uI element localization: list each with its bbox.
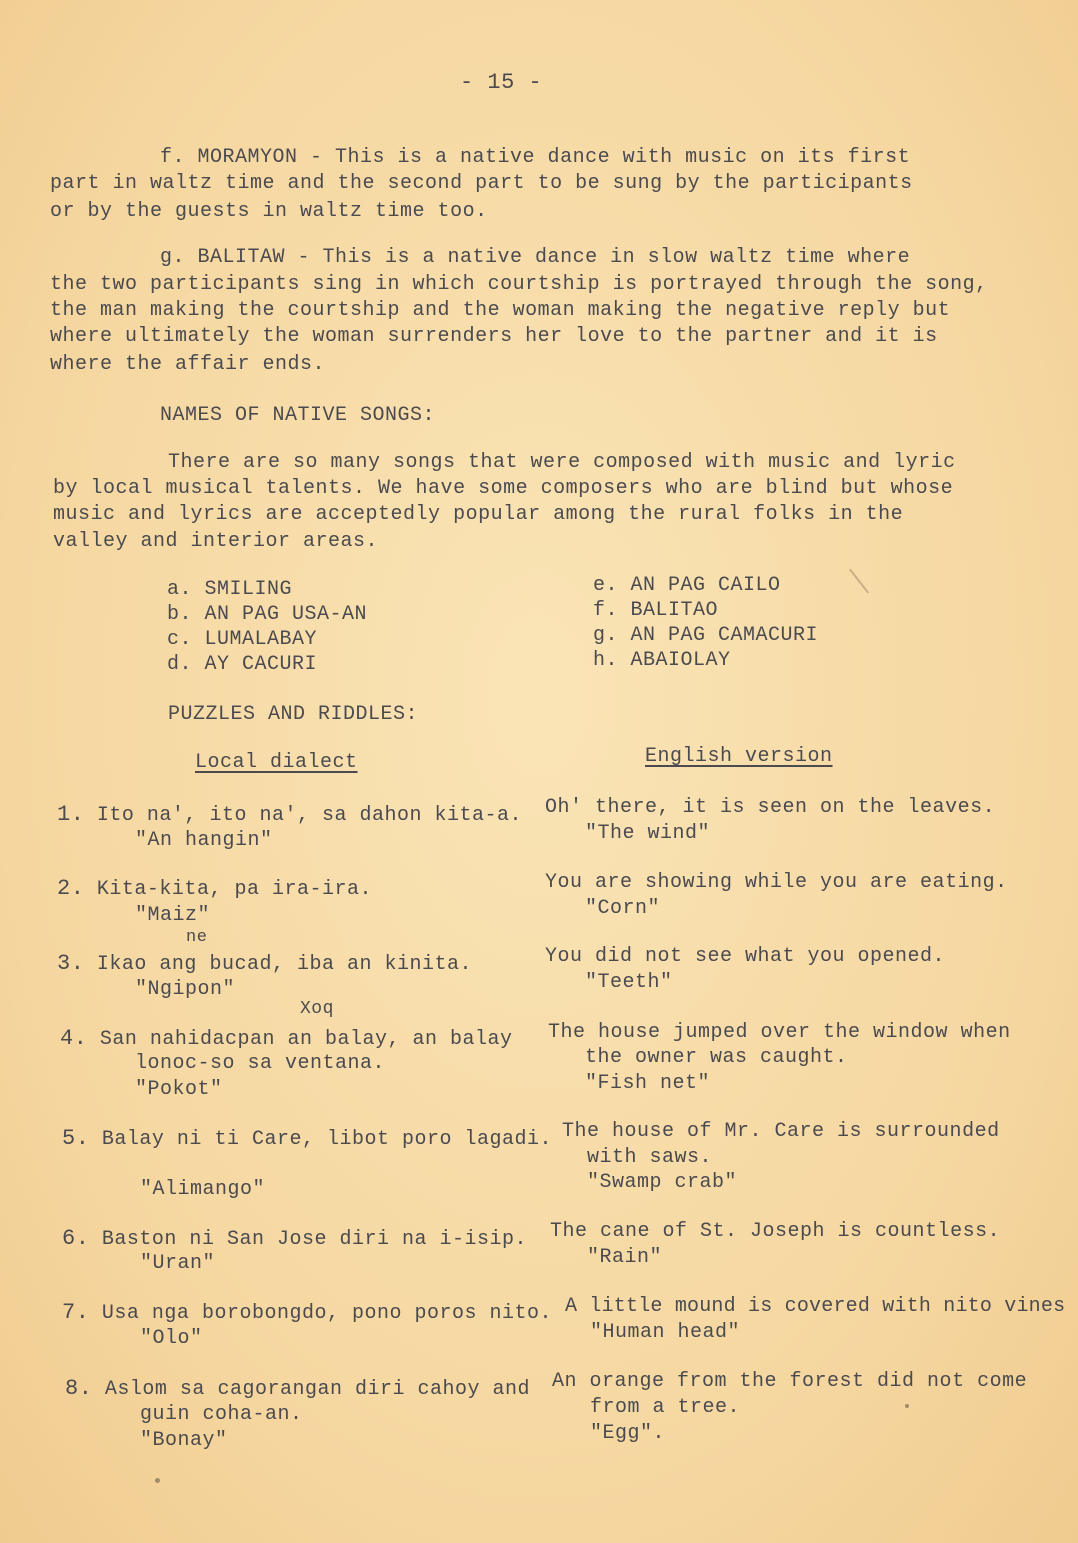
song-item: g. AN PAG CAMACURI (593, 624, 819, 647)
riddle-english: An orange from the forest did not come (552, 1370, 1028, 1393)
riddle-local-answer: "Olo" (140, 1327, 203, 1350)
riddle-local: 1. Ito na', ito na', sa dahon kita-a. (57, 802, 522, 827)
paragraph-line: part in waltz time and the second part to be sung by the participants (50, 172, 913, 195)
songs-heading: NAMES OF NATIVE SONGS: (160, 404, 436, 427)
ink-speck (905, 1404, 909, 1408)
riddle-local: 7. Usa nga borobongdo, pono poros nito. (62, 1300, 552, 1325)
riddle-english-line: the owner was caught. (585, 1046, 848, 1069)
riddle-local-answer: "An hangin" (135, 829, 273, 852)
riddle-english: You are showing while you are eating. (545, 871, 1008, 894)
riddle-english-line: with saws. (587, 1146, 713, 1169)
paragraph-line: where the affair ends. (50, 353, 326, 376)
handwritten-note: Xoq (300, 999, 334, 1019)
song-item: a. SMILING (167, 578, 293, 601)
riddle-english: The house jumped over the window when (548, 1021, 1011, 1044)
riddle-english-answer: "Swamp crab" (587, 1171, 738, 1194)
riddle-english: A little mound is covered with nito vines (565, 1295, 1066, 1318)
riddle-local: 4. San nahidacpan an balay, an balay (60, 1026, 513, 1051)
riddle-english-answer: "Corn" (585, 897, 661, 920)
song-item: d. AY CACURI (167, 653, 318, 676)
song-item: c. LUMALABAY (167, 628, 318, 651)
riddle-local-answer: "Ngipon" (135, 978, 236, 1001)
riddle-english-answer: "Rain" (587, 1246, 663, 1269)
song-item: e. AN PAG CAILO (593, 574, 781, 597)
riddle-english-answer: "Fish net" (585, 1072, 711, 1095)
riddle-english-line: from a tree. (590, 1396, 741, 1419)
riddle-local-answer: "Uran" (140, 1252, 216, 1275)
riddle-english-answer: "Egg". (590, 1422, 666, 1445)
ink-speck (155, 1478, 160, 1483)
column-heading-local: Local dialect (195, 751, 358, 774)
paragraph-line: valley and interior areas. (53, 530, 379, 553)
paragraph-line: There are so many songs that were composed with music and lyric (168, 451, 956, 474)
song-item: b. AN PAG USA-AN (167, 603, 368, 626)
pencil-mark (849, 569, 869, 594)
song-item: h. ABAIOLAY (593, 649, 731, 672)
paragraph-line: or by the guests in waltz time too. (50, 200, 488, 223)
riddle-local-line: lonoc-so sa ventana. (135, 1052, 386, 1075)
riddles-heading: PUZZLES AND RIDDLES: (168, 703, 419, 726)
riddle-local-answer: "Bonay" (140, 1429, 228, 1452)
riddle-local: 3. Ikao ang bucad, iba an kinita. (57, 951, 472, 976)
paragraph-line: the man making the courtship and the woman making the negative reply but (50, 299, 951, 322)
riddle-local: 6. Baston ni San Jose diri na i-isip. (62, 1226, 527, 1251)
riddle-local: 2. Kita-kita, pa ira-ira. (57, 876, 372, 901)
handwritten-note: ne (186, 928, 208, 947)
paragraph-line: by local musical talents. We have some composers who are blind but whose (53, 477, 954, 500)
paragraph-line: the two participants sing in which courtship is portrayed through the song, (50, 273, 988, 296)
riddle-local-line: guin coha-an. (140, 1403, 303, 1426)
riddle-local-answer: "Alimango" (140, 1178, 266, 1201)
riddle-local: 8. Aslom sa cagorangan diri cahoy and (65, 1376, 530, 1401)
riddle-english-answer: "Teeth" (585, 971, 673, 994)
paragraph-line: g. BALITAW - This is a native dance in slow waltz time where (160, 246, 911, 269)
riddle-local: 5. Balay ni ti Care, libot poro lagadi. (62, 1126, 552, 1151)
riddle-english-answer: "Human head" (590, 1321, 741, 1344)
paragraph-line: f. MORAMYON - This is a native dance with music on its first (160, 146, 911, 169)
paragraph-line: music and lyrics are acceptedly popular among the rural folks in the (53, 503, 904, 526)
riddle-english: Oh' there, it is seen on the leaves. (545, 796, 996, 819)
riddle-local-answer: "Pokot" (135, 1078, 223, 1101)
page-number: - 15 - (460, 70, 543, 95)
riddle-english: The house of Mr. Care is surrounded (562, 1120, 1000, 1143)
riddle-english: The cane of St. Joseph is countless. (550, 1220, 1001, 1243)
riddle-english-answer: "The wind" (585, 822, 711, 845)
riddle-english: You did not see what you opened. (545, 945, 946, 968)
song-item: f. BALITAO (593, 599, 719, 622)
column-heading-english: English version (645, 745, 833, 768)
riddle-local-answer: "Maiz" (135, 904, 211, 927)
paragraph-line: where ultimately the woman surrenders her love to the partner and it is (50, 325, 938, 348)
